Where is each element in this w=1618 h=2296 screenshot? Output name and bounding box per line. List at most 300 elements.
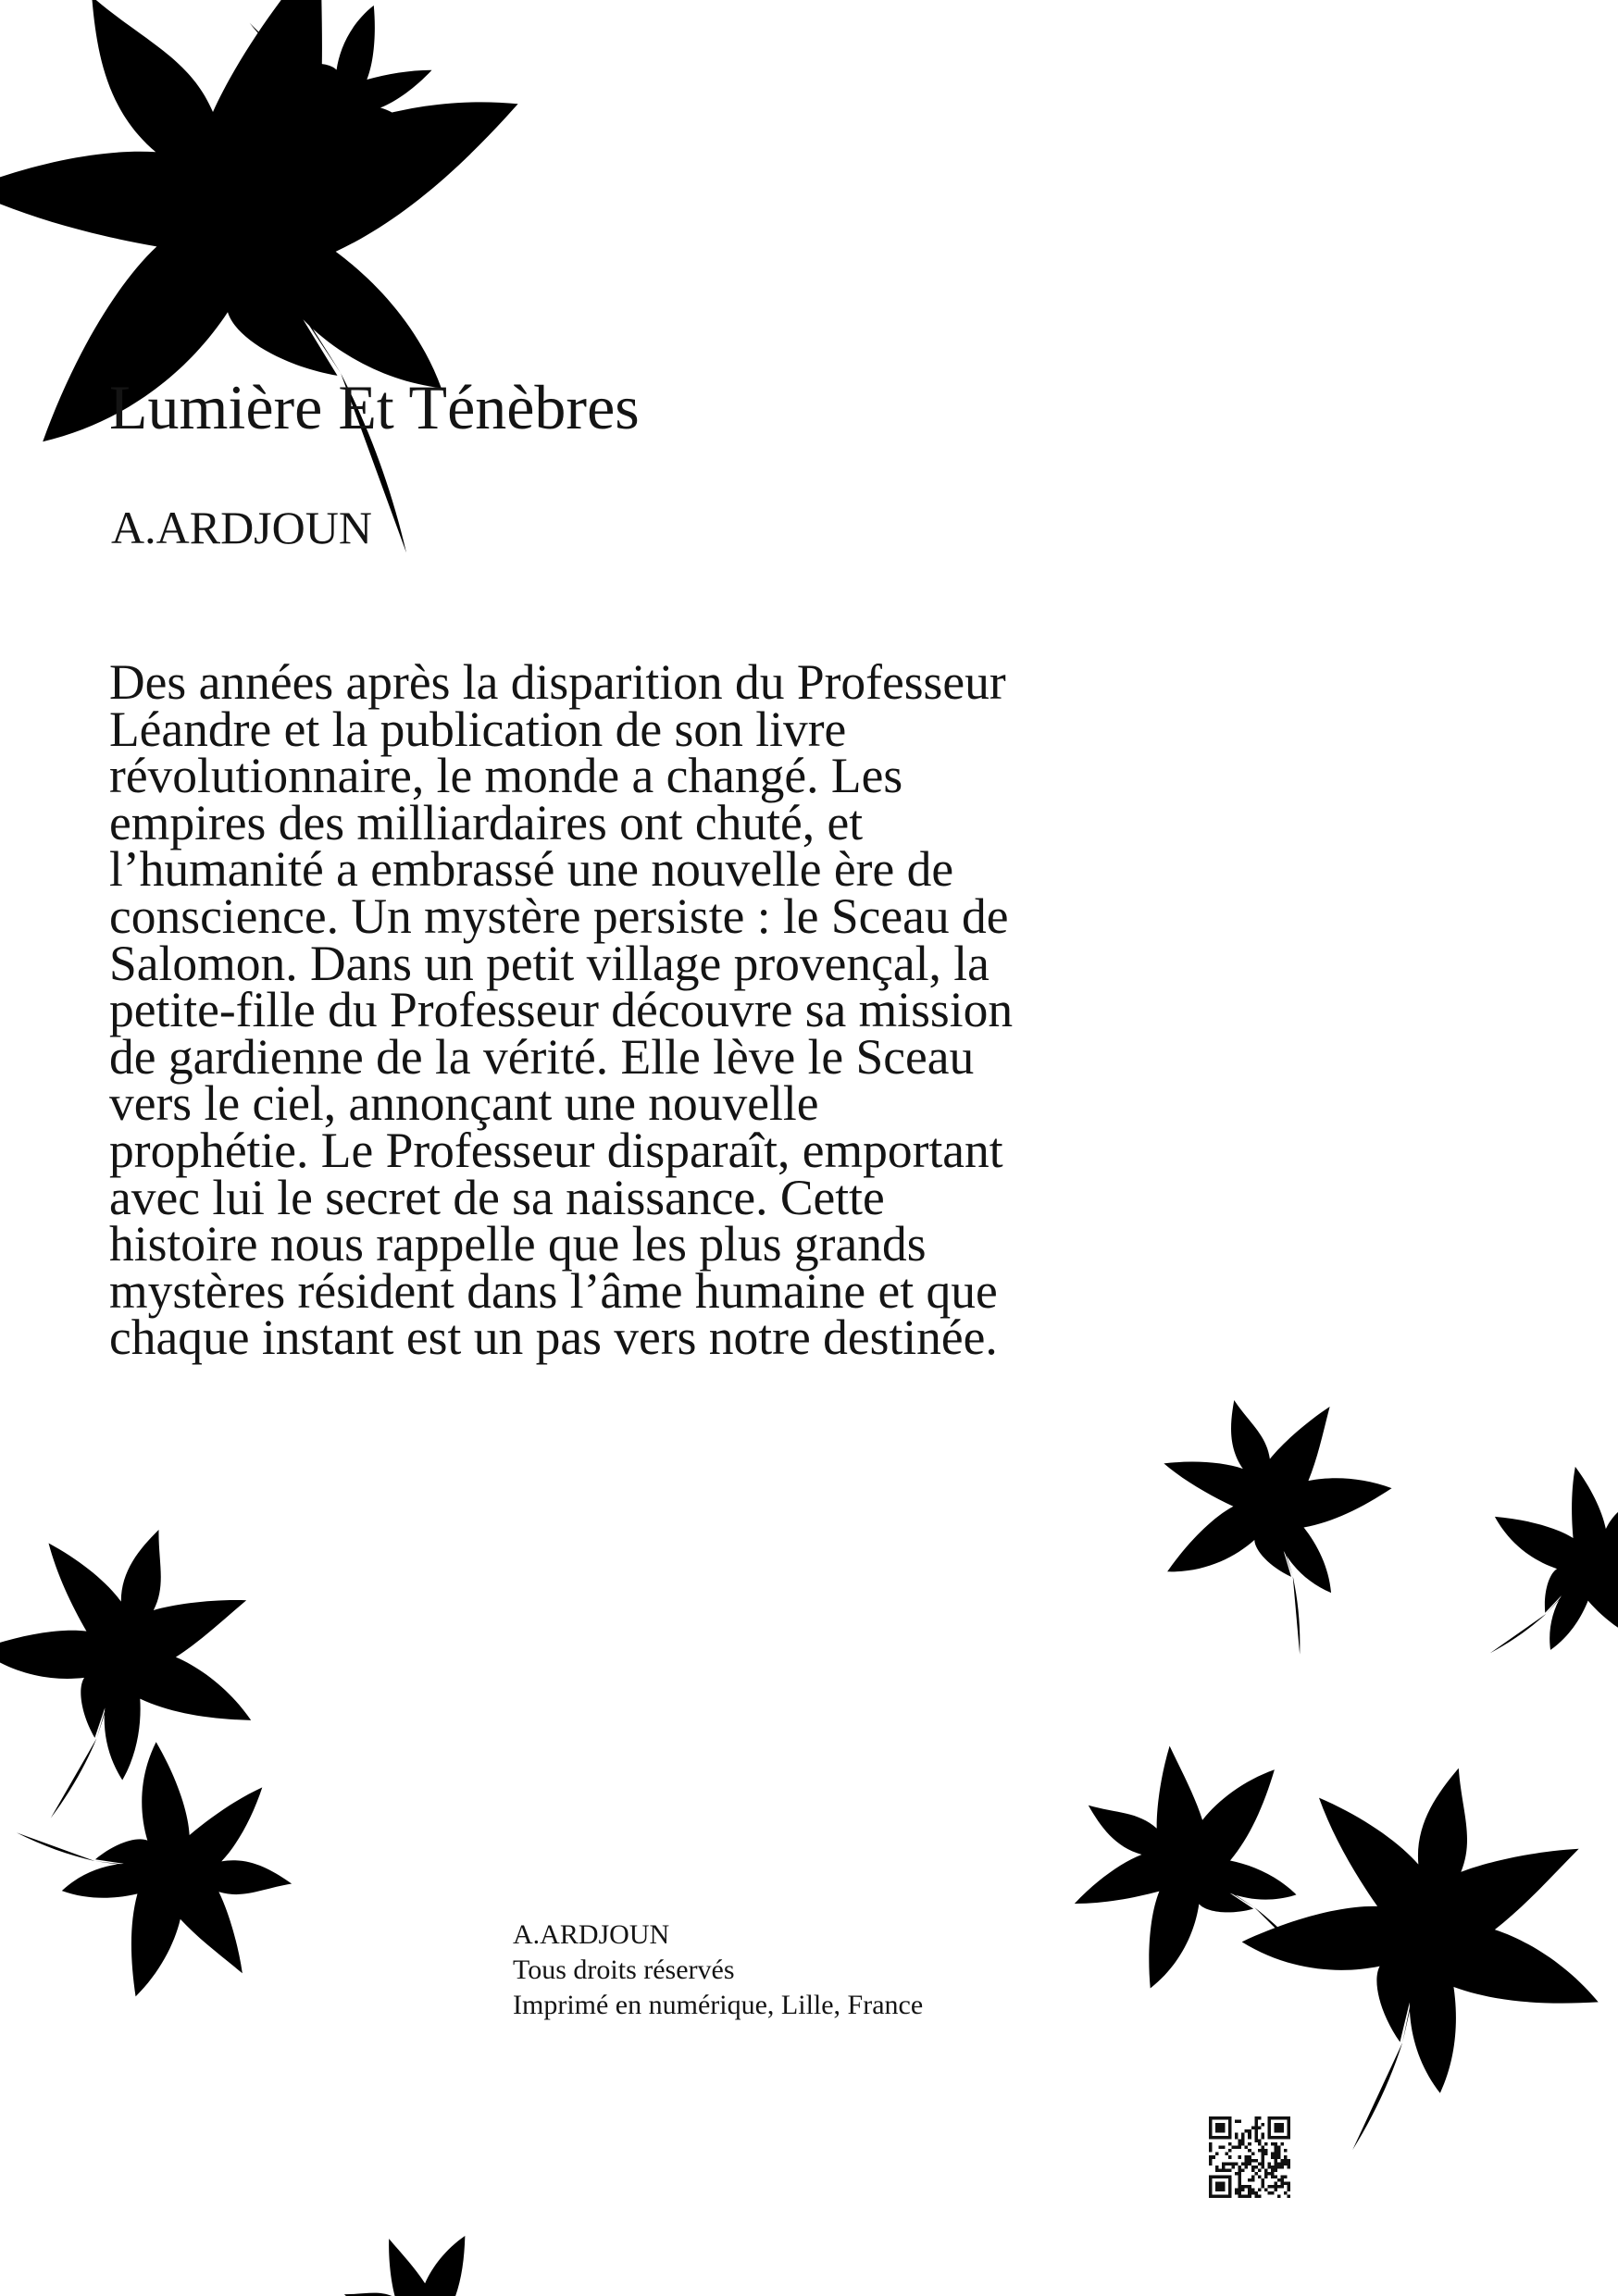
qr-module — [1254, 2140, 1258, 2143]
qr-module — [1261, 2155, 1264, 2159]
qr-module — [1261, 2123, 1264, 2127]
synopsis-line: prophétie. Le Professeur disparaît, emportant — [109, 1122, 1003, 1178]
qr-module — [1241, 2185, 1245, 2189]
qr-module — [1238, 2146, 1242, 2150]
qr-module — [1238, 2194, 1242, 2198]
qr-module — [1222, 2181, 1226, 2185]
qr-module — [1287, 2123, 1290, 2127]
qr-module — [1222, 2168, 1226, 2172]
qr-module — [1277, 2123, 1281, 2127]
qr-module — [1251, 2175, 1255, 2178]
qr-module — [1219, 2129, 1223, 2133]
qr-module — [1219, 2168, 1223, 2172]
qr-module — [1228, 2155, 1232, 2159]
qr-module — [1238, 2178, 1242, 2182]
book-author: A.ARDJOUN — [111, 502, 372, 553]
qr-module — [1271, 2155, 1275, 2159]
colophon-rights: Tous droits réservés — [513, 1955, 735, 1985]
qr-module — [1228, 2136, 1232, 2140]
qr-module — [1238, 2185, 1242, 2189]
qr-module — [1277, 2178, 1281, 2182]
qr-module — [1219, 2175, 1223, 2178]
qr-module — [1277, 2146, 1281, 2150]
qr-module — [1267, 2116, 1271, 2120]
qr-module — [1271, 2185, 1275, 2189]
leaf-illustration-mid-right-a — [1111, 1360, 1444, 1638]
qr-module — [1241, 2194, 1245, 2198]
qr-module — [1226, 2136, 1229, 2140]
qr-module — [1228, 2129, 1232, 2133]
qr-module — [1219, 2188, 1223, 2191]
qr-module — [1248, 2185, 1251, 2189]
qr-module — [1235, 2120, 1238, 2124]
qr-module — [1284, 2175, 1288, 2178]
qr-module — [1280, 2136, 1284, 2140]
qr-module — [1287, 2194, 1290, 2198]
qr-module — [1274, 2159, 1277, 2163]
qr-module — [1241, 2188, 1245, 2191]
qr-module — [1254, 2120, 1258, 2124]
qr-module — [1209, 2133, 1213, 2137]
qr-module — [1238, 2155, 1242, 2159]
qr-module — [1258, 2168, 1262, 2172]
qr-module — [1287, 2120, 1290, 2124]
qr-module — [1284, 2162, 1288, 2166]
qr-module — [1274, 2185, 1277, 2189]
synopsis-line: chaque instant est un pas vers notre destinée. — [109, 1309, 998, 1366]
qr-module — [1274, 2175, 1277, 2178]
qr-module — [1287, 2166, 1290, 2169]
qr-module — [1274, 2136, 1277, 2140]
qr-module — [1248, 2178, 1251, 2182]
qr-module — [1284, 2116, 1288, 2120]
qr-module — [1245, 2166, 1249, 2169]
qr-module — [1222, 2116, 1226, 2120]
qr-module — [1274, 2127, 1277, 2130]
qr-module — [1222, 2166, 1226, 2169]
qr-module — [1209, 2194, 1213, 2198]
qr-module — [1209, 2116, 1213, 2120]
qr-module — [1284, 2155, 1288, 2159]
qr-module — [1264, 2142, 1268, 2146]
qr-module — [1215, 2175, 1219, 2178]
qr-module — [1209, 2120, 1213, 2124]
qr-module — [1235, 2146, 1238, 2150]
qr-module — [1251, 2127, 1255, 2130]
qr-module — [1280, 2127, 1284, 2130]
qr-module — [1238, 2166, 1242, 2169]
qr-module — [1226, 2194, 1229, 2198]
qr-module — [1277, 2127, 1281, 2130]
qr-module — [1274, 2166, 1277, 2169]
qr-module — [1254, 2159, 1258, 2163]
qr-module — [1261, 2185, 1264, 2189]
qr-module — [1238, 2120, 1242, 2124]
qr-module — [1287, 2162, 1290, 2166]
qr-module — [1222, 2185, 1226, 2189]
qr-module — [1228, 2181, 1232, 2185]
qr-module — [1209, 2146, 1213, 2150]
qr-module — [1284, 2136, 1288, 2140]
qr-module — [1222, 2146, 1226, 2150]
qr-module — [1267, 2191, 1271, 2195]
qr-module — [1209, 2185, 1213, 2189]
qr-module — [1209, 2178, 1213, 2182]
leaf-illustration-bottom-right — [1222, 1740, 1618, 2147]
qr-module — [1238, 2142, 1242, 2146]
qr-module — [1213, 2155, 1216, 2159]
qr-module — [1222, 2123, 1226, 2127]
synopsis-line: histoire nous rappelle que les plus grands — [109, 1216, 927, 1272]
qr-module — [1264, 2172, 1268, 2176]
qr-module — [1271, 2153, 1275, 2156]
qr-module — [1241, 2140, 1245, 2143]
qr-module — [1277, 2149, 1281, 2153]
colophon — [513, 1917, 923, 2023]
qr-module — [1258, 2116, 1262, 2120]
qr-module — [1280, 2166, 1284, 2169]
qr-module — [1248, 2133, 1251, 2137]
qr-module — [1274, 2188, 1277, 2191]
qr-module — [1274, 2146, 1277, 2150]
qr-module — [1274, 2149, 1277, 2153]
qr-module — [1261, 2166, 1264, 2169]
qr-module — [1277, 2185, 1281, 2189]
qr-module — [1213, 2175, 1216, 2178]
qr-module — [1248, 2191, 1251, 2195]
qr-module — [1258, 2127, 1262, 2130]
qr-module — [1228, 2185, 1232, 2189]
qr-module — [1258, 2149, 1262, 2153]
qr-module — [1287, 2136, 1290, 2140]
colophon-author: A.ARDJOUN — [513, 1919, 670, 1950]
qr-module — [1219, 2136, 1223, 2140]
qr-module — [1238, 2140, 1242, 2143]
qr-module — [1215, 2181, 1219, 2185]
qr-module — [1277, 2136, 1281, 2140]
qr-module — [1215, 2166, 1219, 2169]
qr-module — [1215, 2136, 1219, 2140]
synopsis-line: mystères résident dans l’âme humaine et que — [109, 1262, 998, 1319]
qr-module — [1222, 2129, 1226, 2133]
qr-module — [1248, 2159, 1251, 2163]
qr-module — [1219, 2181, 1223, 2185]
qr-module — [1209, 2155, 1213, 2159]
qr-module — [1271, 2142, 1275, 2146]
qr-module — [1235, 2188, 1238, 2191]
leaf-illustration-mid-right-b — [1444, 1425, 1618, 1703]
qr-module — [1261, 2153, 1264, 2156]
qr-module — [1274, 2181, 1277, 2185]
qr-module — [1241, 2133, 1245, 2137]
qr-module — [1215, 2194, 1219, 2198]
qr-module — [1226, 2162, 1229, 2166]
qr-module — [1274, 2116, 1277, 2120]
qr-module — [1267, 2185, 1271, 2189]
qr-module — [1264, 2175, 1268, 2178]
qr-module — [1215, 2188, 1219, 2191]
qr-module — [1258, 2188, 1262, 2191]
qr-module — [1235, 2133, 1238, 2137]
book-title: Lumière Et Ténèbres — [109, 372, 640, 442]
qr-module — [1287, 2127, 1290, 2130]
qr-module — [1219, 2116, 1223, 2120]
qr-module — [1277, 2155, 1281, 2159]
qr-module — [1245, 2129, 1249, 2133]
qr-module — [1267, 2136, 1271, 2140]
qr-module — [1245, 2185, 1249, 2189]
qr-module — [1226, 2175, 1229, 2178]
qr-module — [1287, 2159, 1290, 2163]
synopsis-line: Salomon. Dans un petit village provençal, la — [109, 935, 989, 991]
qr-module — [1215, 2153, 1219, 2156]
qr-module — [1267, 2133, 1271, 2137]
qr-module — [1209, 2188, 1213, 2191]
qr-module — [1267, 2127, 1271, 2130]
qr-module — [1280, 2116, 1284, 2120]
leaf-illustration-left-b — [0, 1703, 352, 1999]
qr-module — [1209, 2175, 1213, 2178]
qr-module — [1258, 2194, 1262, 2198]
qr-module — [1222, 2194, 1226, 2198]
qr-module — [1280, 2175, 1284, 2178]
qr-module — [1274, 2155, 1277, 2159]
qr-module — [1254, 2129, 1258, 2133]
qr-module — [1222, 2188, 1226, 2191]
qr-module — [1226, 2153, 1229, 2156]
qr-module — [1228, 2116, 1232, 2120]
qr-module — [1267, 2123, 1271, 2127]
qr-module — [1209, 2149, 1213, 2153]
qr-module — [1248, 2194, 1251, 2198]
qr-module — [1271, 2191, 1275, 2195]
qr-module — [1274, 2123, 1277, 2127]
qr-module — [1226, 2168, 1229, 2172]
qr-module — [1222, 2127, 1226, 2130]
qr-module — [1222, 2162, 1226, 2166]
qr-module — [1209, 2162, 1213, 2166]
qr-module — [1219, 2127, 1223, 2130]
qr-module — [1287, 2188, 1290, 2191]
qr-module — [1248, 2136, 1251, 2140]
qr-module — [1264, 2188, 1268, 2191]
qr-module — [1271, 2116, 1275, 2120]
qr-module — [1261, 2159, 1264, 2163]
qr-module — [1277, 2116, 1281, 2120]
qr-module — [1219, 2185, 1223, 2189]
synopsis-line: l’humanité a embrassé une nouvelle ère de — [109, 841, 954, 898]
qr-module — [1280, 2123, 1284, 2127]
qr-module — [1248, 2162, 1251, 2166]
leaf-illustration-bottom-edge — [296, 2193, 574, 2296]
qr-module — [1261, 2133, 1264, 2137]
qr-module — [1209, 2142, 1213, 2146]
qr-module — [1215, 2185, 1219, 2189]
qr-module — [1228, 2123, 1232, 2127]
qr-module — [1254, 2127, 1258, 2130]
qr-module — [1248, 2188, 1251, 2191]
qr-module — [1228, 2127, 1232, 2130]
qr-module — [1215, 2116, 1219, 2120]
qr-module — [1241, 2168, 1245, 2172]
qr-module — [1238, 2175, 1242, 2178]
qr-module — [1267, 2162, 1271, 2166]
qr-module — [1235, 2172, 1238, 2176]
qr-module — [1241, 2142, 1245, 2146]
qr-module — [1209, 2191, 1213, 2195]
qr-module — [1209, 2136, 1213, 2140]
qr-module — [1228, 2120, 1232, 2124]
qr-module — [1238, 2168, 1242, 2172]
synopsis-line: Des années après la disparition du Professeur — [109, 654, 1006, 710]
qr-module — [1228, 2162, 1232, 2166]
qr-module — [1228, 2175, 1232, 2178]
qr-module — [1209, 2129, 1213, 2133]
qr-module — [1271, 2136, 1275, 2140]
qr-module — [1284, 2159, 1288, 2163]
qr-module — [1277, 2129, 1281, 2133]
qr-module — [1254, 2172, 1258, 2176]
qr-module — [1287, 2181, 1290, 2185]
qr-module — [1235, 2162, 1238, 2166]
synopsis-line: conscience. Un mystère persiste : le Sceau de — [109, 887, 1009, 944]
qr-module — [1228, 2191, 1232, 2195]
qr-module — [1267, 2120, 1271, 2124]
qr-module — [1228, 2188, 1232, 2191]
colophon-printing: Imprimé en numérique, Lille, France — [513, 1990, 924, 2020]
qr-module — [1271, 2166, 1275, 2169]
qr-module — [1264, 2153, 1268, 2156]
qr-module — [1277, 2162, 1281, 2166]
qr-module — [1248, 2142, 1251, 2146]
qr-module — [1280, 2142, 1284, 2146]
qr-module — [1280, 2185, 1284, 2189]
synopsis-line: Léandre et la publication de son livre — [109, 701, 847, 757]
qr-module — [1261, 2178, 1264, 2182]
qr-module — [1238, 2172, 1242, 2176]
synopsis-line: empires des milliardaires ont chuté, et — [109, 794, 864, 850]
qr-module — [1267, 2172, 1271, 2176]
qr-module — [1280, 2178, 1284, 2182]
qr-module — [1274, 2162, 1277, 2166]
qr-module — [1222, 2136, 1226, 2140]
synopsis-line: de gardienne de la vérité. Elle lève le Sceau — [109, 1028, 975, 1085]
qr-module — [1251, 2191, 1255, 2195]
qr-module — [1261, 2136, 1264, 2140]
qr-module — [1277, 2166, 1281, 2169]
qr-module — [1213, 2194, 1216, 2198]
qr-module — [1284, 2181, 1288, 2185]
qr-module — [1228, 2142, 1232, 2146]
qr-module — [1248, 2129, 1251, 2133]
qr-module — [1251, 2166, 1255, 2169]
qr-module — [1209, 2159, 1213, 2163]
qr-module — [1254, 2191, 1258, 2195]
qr-module — [1267, 2129, 1271, 2133]
qr-module — [1226, 2116, 1229, 2120]
qr-module — [1267, 2166, 1271, 2169]
qr-module — [1274, 2153, 1277, 2156]
qr-module — [1219, 2194, 1223, 2198]
qr-module — [1254, 2166, 1258, 2169]
qr-module — [1213, 2116, 1216, 2120]
qr-module — [1219, 2146, 1223, 2150]
qr-module — [1261, 2162, 1264, 2166]
qr-module — [1251, 2188, 1255, 2191]
qr-module — [1241, 2136, 1245, 2140]
qr-module — [1280, 2129, 1284, 2133]
qr-module — [1287, 2133, 1290, 2137]
qr-module — [1254, 2123, 1258, 2127]
qr-module — [1209, 2127, 1213, 2130]
qr-module — [1235, 2191, 1238, 2195]
qr-module — [1219, 2123, 1223, 2127]
qr-module — [1209, 2181, 1213, 2185]
qr-module — [1215, 2123, 1219, 2127]
qr-module — [1251, 2168, 1255, 2172]
qr-module — [1251, 2159, 1255, 2163]
qr-module — [1241, 2162, 1245, 2166]
qr-module — [1280, 2159, 1284, 2163]
qr-module — [1287, 2129, 1290, 2133]
qr-module — [1228, 2194, 1232, 2198]
qr-module — [1254, 2116, 1258, 2120]
qr-module — [1258, 2140, 1262, 2143]
qr-module — [1258, 2162, 1262, 2166]
qr-module — [1228, 2133, 1232, 2137]
qr-module — [1251, 2153, 1255, 2156]
qr-module — [1228, 2168, 1232, 2172]
qr-module — [1232, 2146, 1236, 2150]
synopsis-line: avec lui le secret de sa naissance. Cette — [109, 1169, 885, 1225]
qr-code — [1209, 2116, 1290, 2198]
qr-module — [1222, 2175, 1226, 2178]
qr-module — [1245, 2155, 1249, 2159]
book-synopsis — [109, 654, 1220, 1366]
qr-module — [1245, 2159, 1249, 2163]
qr-module — [1254, 2194, 1258, 2198]
qr-module — [1245, 2146, 1249, 2150]
qr-module — [1261, 2149, 1264, 2153]
qr-module — [1274, 2142, 1277, 2146]
qr-module — [1258, 2142, 1262, 2146]
qr-module — [1280, 2181, 1284, 2185]
leaf-illustration-top-small — [213, 0, 454, 194]
qr-module — [1271, 2168, 1275, 2172]
qr-module — [1251, 2178, 1255, 2182]
qr-module — [1248, 2149, 1251, 2153]
qr-module — [1238, 2181, 1242, 2185]
qr-module — [1254, 2133, 1258, 2137]
qr-module — [1228, 2178, 1232, 2182]
qr-module — [1232, 2162, 1236, 2166]
qr-module — [1228, 2149, 1232, 2153]
qr-module — [1277, 2194, 1281, 2198]
qr-module — [1238, 2191, 1242, 2195]
qr-module — [1264, 2149, 1268, 2153]
qr-module — [1258, 2175, 1262, 2178]
qr-module — [1277, 2153, 1281, 2156]
qr-module — [1287, 2116, 1290, 2120]
qr-module — [1209, 2123, 1213, 2127]
qr-module — [1284, 2191, 1288, 2195]
qr-module — [1274, 2168, 1277, 2172]
qr-module — [1215, 2129, 1219, 2133]
qr-module — [1264, 2168, 1268, 2172]
qr-module — [1261, 2146, 1264, 2150]
qr-module — [1235, 2136, 1238, 2140]
qr-module — [1215, 2127, 1219, 2130]
